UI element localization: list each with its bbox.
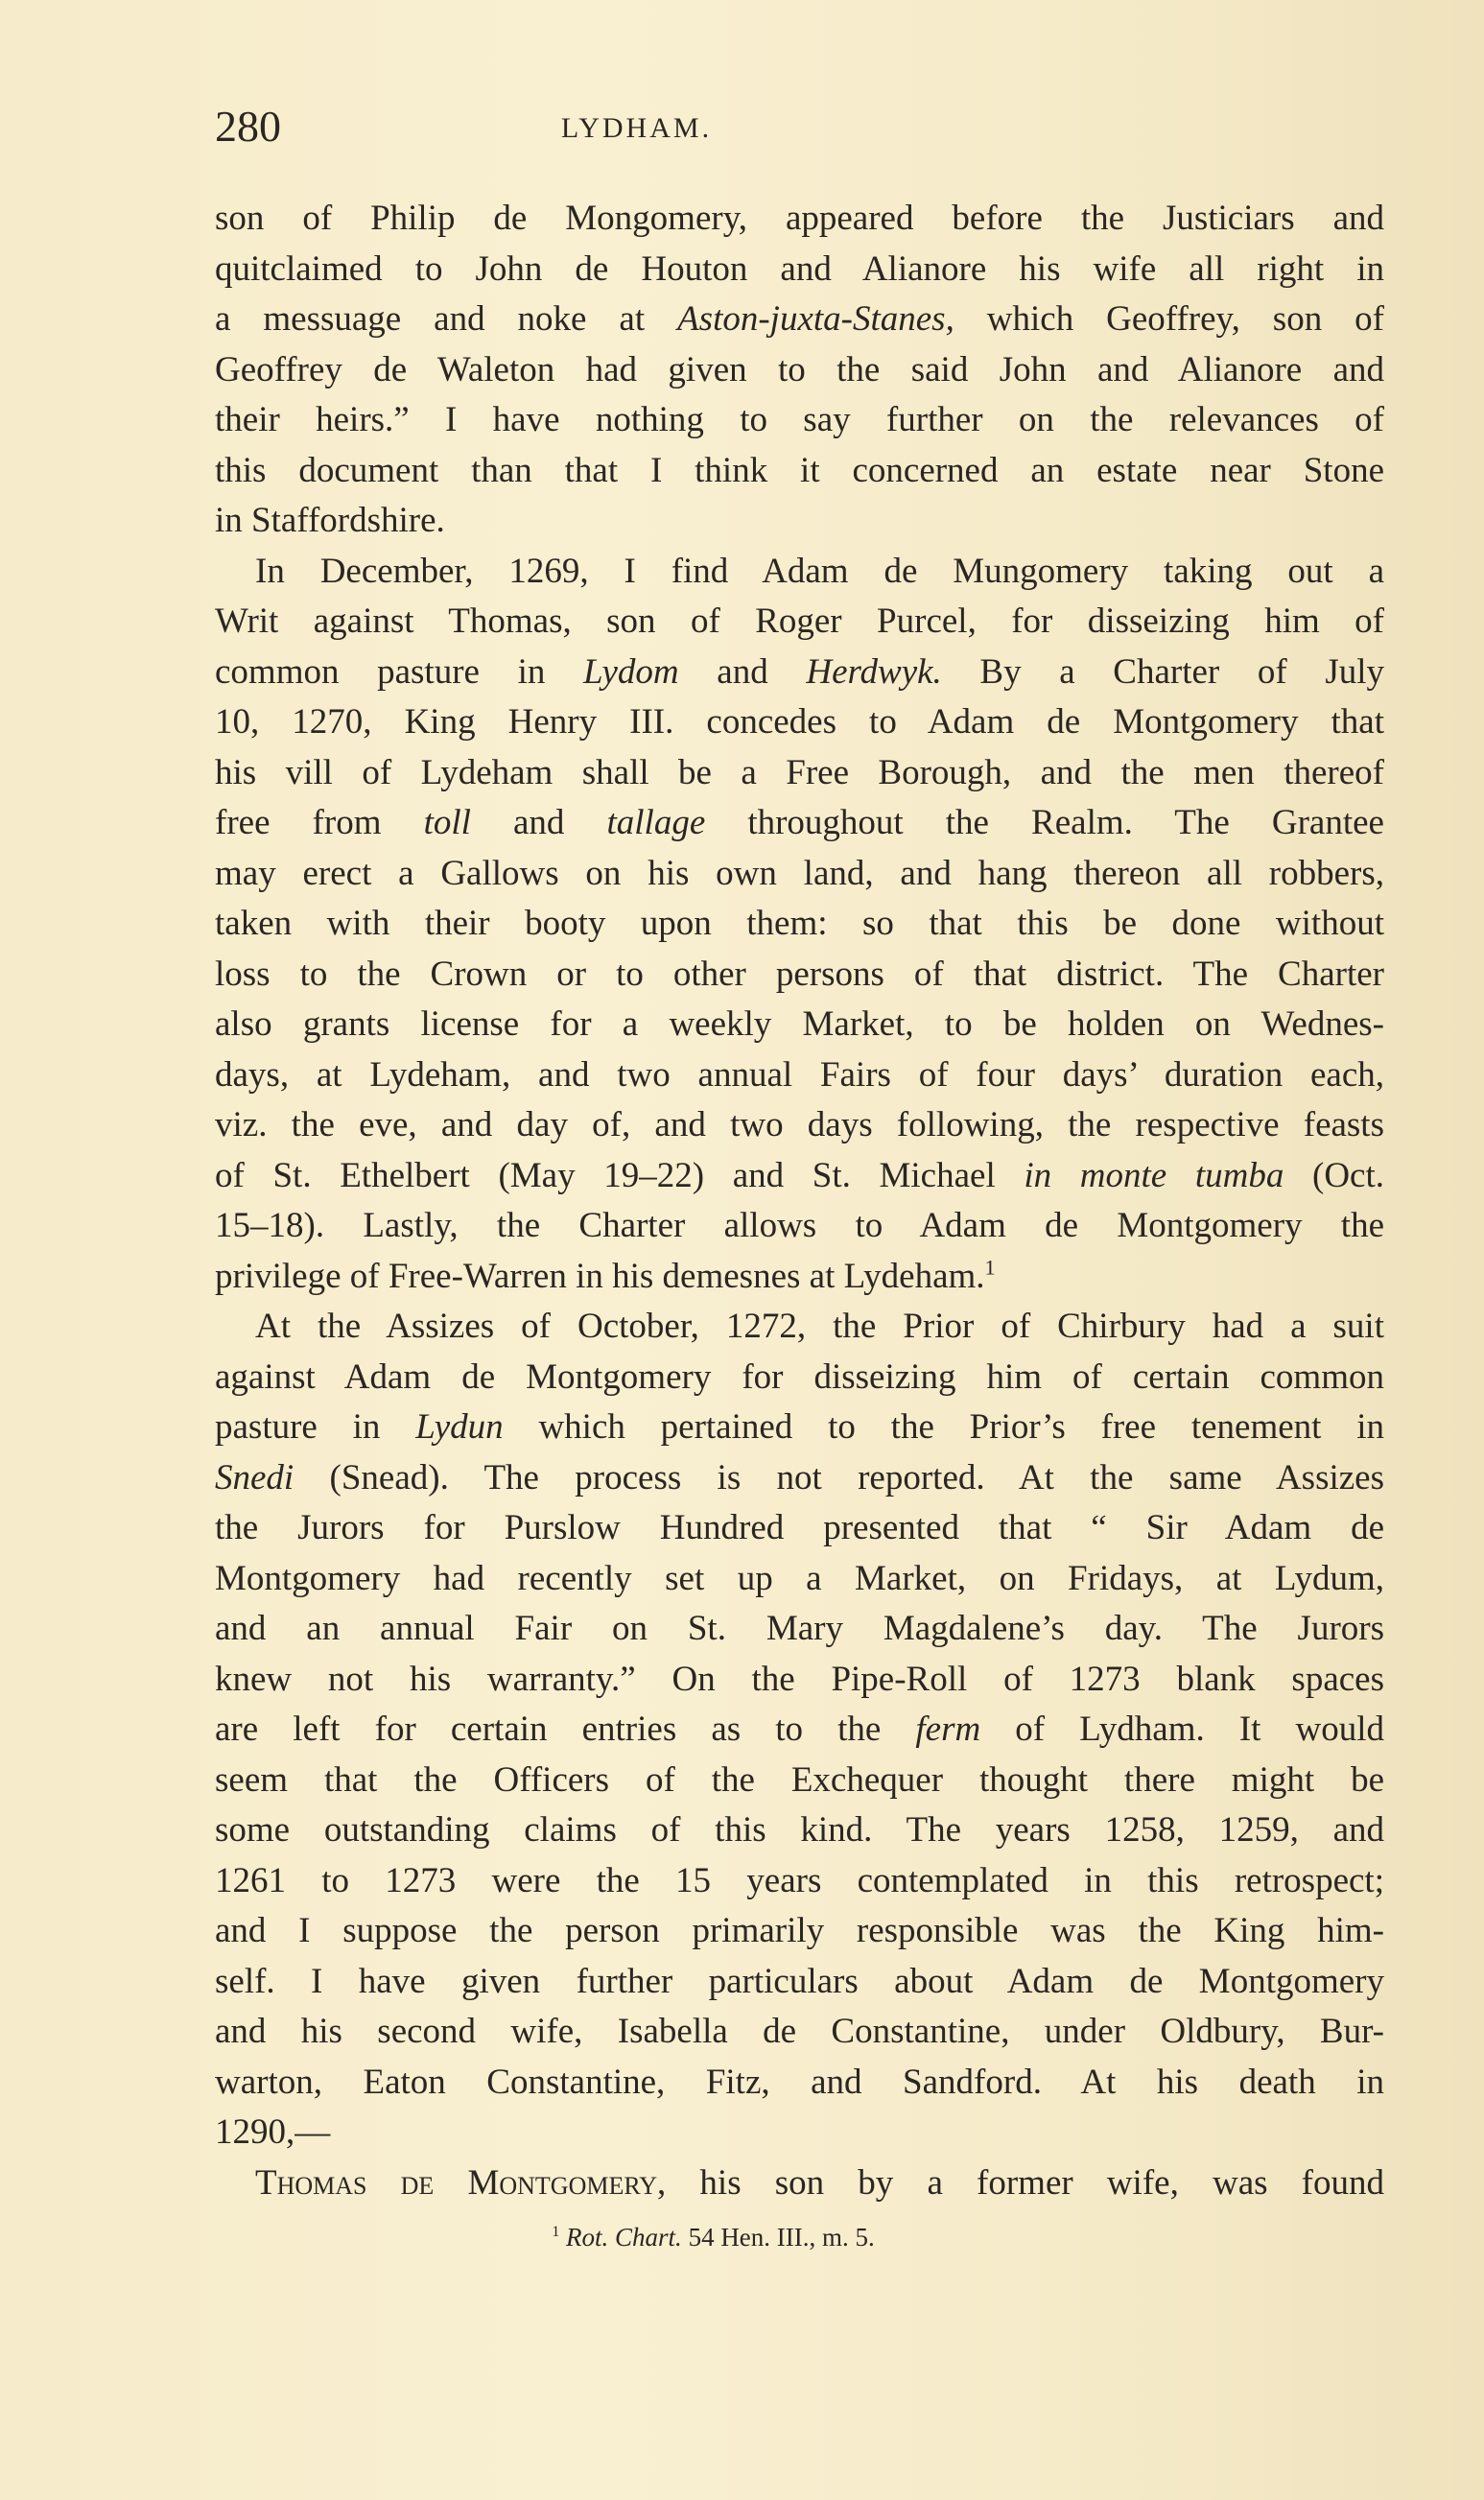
text-segment: , his son by a former wife, was found: [657, 2162, 1384, 2203]
text-segment: against Adam de Montgomery for disseizing him of certain common: [215, 1356, 1384, 1397]
italic-text: Aston-juxta-Stanes,: [677, 299, 954, 339]
text-line: [215, 1151, 1384, 1201]
text-segment: which Geoffrey, son of: [954, 299, 1384, 339]
footnote-ref-mark: 1: [984, 1255, 996, 1280]
text-line: [215, 2058, 1384, 2108]
italic-text: Herdwyk.: [806, 651, 942, 692]
text-line: [215, 1403, 1384, 1452]
text-line: [215, 899, 1384, 949]
text-segment: 15–18). Lastly, the Charter allows to Adam de Montgomery the: [215, 1206, 1384, 1245]
text-line: [215, 697, 1384, 747]
text-line: [215, 1554, 1384, 1604]
footnote: [0, 2218, 1455, 2256]
text-segment: In December, 1269, I find Adam de Mungomery taking out a: [255, 551, 1384, 591]
text-segment: common pasture in: [215, 651, 584, 692]
text-segment: throughout the Realm. The Grantee: [705, 803, 1384, 842]
text-segment: Writ against Thomas, son of Roger Purcel, for disseizing him of: [215, 601, 1384, 641]
text-segment: knew not his warranty.” On the Pipe-Roll of 1273 blank spaces: [215, 1659, 1384, 1699]
text-line: [215, 798, 1384, 848]
text-line: [215, 1957, 1384, 2007]
text-segment: a messuage and noke at: [215, 299, 678, 339]
italic-text: Lydom: [583, 651, 679, 692]
text-segment: (Snead). The process is not reported. At the same Assizes: [294, 1457, 1384, 1498]
text-segment: of St. Ethelbert (May 19–22) and St. Michael: [215, 1155, 1025, 1195]
text-segment: By a Charter of July: [941, 651, 1385, 692]
text-line: [215, 648, 1384, 697]
text-line: [215, 194, 1384, 244]
text-segment: Montgomery had recently set up a Market, on Fridays, at Lydum,: [215, 1558, 1384, 1598]
text-segment: pasture in: [215, 1407, 416, 1447]
text-segment: this document than that I think it concerned an estate near Stone: [215, 450, 1384, 490]
text-segment: Thomas de Montgomery: [255, 2162, 658, 2203]
text-segment: also grants license for a weekly Market, to be holden on Wednes-: [215, 1004, 1384, 1044]
text-line: [215, 1655, 1384, 1705]
text-line: [215, 395, 1384, 445]
text-segment: and an annual Fair on St. Mary Magdalene’s day. The Jurors: [215, 1609, 1384, 1648]
italic-text: tallage: [606, 803, 706, 842]
italic-text: toll: [423, 803, 471, 842]
text-segment: his vill of Lydeham shall be a Free Borough, and the men thereof: [215, 752, 1384, 792]
footnote-mark: 1: [552, 2223, 560, 2240]
text-segment: free from: [215, 803, 424, 842]
text-segment: loss to the Crown or to other persons of that district. The Charter: [215, 954, 1384, 994]
italic-text: in monte tumba: [1024, 1155, 1284, 1195]
text-segment: and: [470, 803, 607, 842]
text-segment: of Lydham. It would: [980, 1710, 1385, 1749]
text-line: [255, 1302, 1384, 1352]
text-segment: 1290,—: [215, 2112, 331, 2152]
text-segment: (Oct.: [1284, 1155, 1384, 1195]
text-segment: privilege of Free-Warren in his demesnes at Lydeham.: [215, 1256, 985, 1296]
text-line: [215, 849, 1384, 899]
text-line: [215, 950, 1384, 1000]
text-line: [215, 597, 1384, 647]
italic-text: ferm: [915, 1710, 981, 1749]
text-segment: taken with their booty upon them: so that this be done without: [215, 904, 1384, 943]
text-line: [215, 245, 1384, 295]
text-line: [215, 1856, 1384, 1906]
text-line: [255, 2158, 1384, 2208]
text-segment: 1261 to 1273 were the 15 years contemplated in this retrospect;: [215, 1860, 1384, 1900]
text-segment: Geoffrey de Waleton had given to the said John and Alianore and: [215, 349, 1384, 389]
text-line: [215, 1100, 1384, 1150]
text-segment: and: [678, 651, 807, 692]
text-line: [255, 547, 1384, 597]
footnote-source: Rot. Chart.: [566, 2223, 682, 2252]
text-line: [215, 1756, 1384, 1805]
italic-text: Lydun: [415, 1407, 504, 1447]
text-line: [215, 1453, 1384, 1503]
text-line: [215, 1705, 1384, 1755]
text-line: [215, 748, 1384, 798]
italic-text: Snedi: [215, 1457, 294, 1498]
text-line: [215, 446, 1384, 496]
text-segment: self. I have given further particulars about Adam de Montgomery: [215, 1961, 1384, 2001]
text-segment: which pertained to the Prior’s free tenement in: [503, 1407, 1385, 1447]
text-line: [215, 496, 1384, 546]
text-line: [215, 1353, 1384, 1403]
text-line: [215, 1906, 1384, 1956]
text-line: [215, 1604, 1384, 1654]
text-segment: days, at Lydeham, and two annual Fairs of four days’ duration each,: [215, 1054, 1384, 1095]
text-segment: are left for certain entries as to the: [215, 1710, 916, 1749]
text-segment: the Jurors for Purslow Hundred presented that “ Sir Adam de: [215, 1508, 1384, 1547]
text-segment: and his second wife, Isabella de Constantine, under Oldbury, Bur-: [215, 2012, 1384, 2051]
text-line: [215, 1503, 1384, 1553]
text-line: [215, 1050, 1384, 1100]
text-line: [215, 345, 1384, 395]
text-segment: warton, Eaton Constantine, Fitz, and Sandford. At his death in: [215, 2062, 1384, 2102]
text-segment: seem that the Officers of the Exchequer thought there might be: [215, 1759, 1384, 1800]
text-segment: their heirs.” I have nothing to say further on the relevances of: [215, 400, 1384, 439]
text-segment: son of Philip de Mongomery, appeared before the Justiciars and: [215, 199, 1384, 238]
text-segment: viz. the eve, and day of, and two days following, the respective feasts: [215, 1105, 1384, 1144]
text-segment: and I suppose the person primarily responsible was the King him-: [215, 1911, 1384, 1950]
text-segment: quitclaimed to John de Houton and Alianore his wife all right in: [215, 248, 1384, 289]
text-line: [215, 1252, 1384, 1302]
text-line: [215, 2007, 1384, 2057]
text-segment: some outstanding claims of this kind. The years 1258, 1259, and: [215, 1810, 1384, 1850]
text-line: [215, 1201, 1384, 1251]
text-segment: may erect a Gallows on his own land, and hang thereon all robbers,: [215, 853, 1384, 893]
page-number: 280: [215, 102, 281, 151]
text-segment: in Staffordshire.: [215, 501, 445, 540]
running-title: LYDHAM.: [560, 112, 713, 144]
text-line: [215, 2108, 1384, 2158]
text-segment: At the Assizes of October, 1272, the Prior of Chirbury had a suit: [255, 1307, 1384, 1346]
text-segment: 10, 1270, King Henry III. concedes to Adam de Montgomery that: [215, 702, 1384, 742]
footnote-reference: 54 Hen. III., m. 5.: [681, 2223, 875, 2252]
text-line: [215, 295, 1384, 344]
text-line: [215, 1000, 1384, 1050]
text-line: [215, 1805, 1384, 1855]
